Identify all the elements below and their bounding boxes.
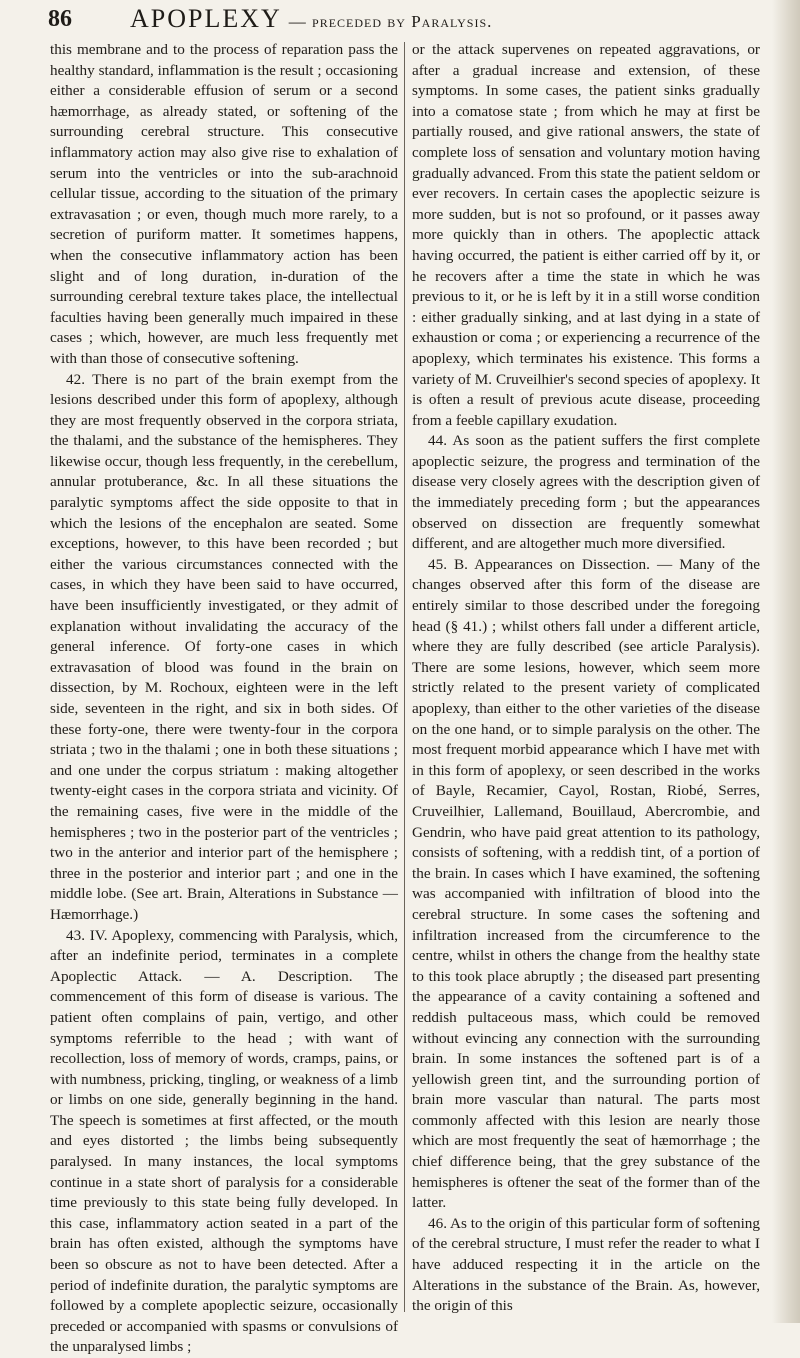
- running-head-title: APOPLEXY: [130, 4, 282, 33]
- paragraph-44: 44. As soon as the patient suffers the first complete apoplectic seizure, the progress and termination of the disease very closely agrees with the description given of the immediately preceding form ; but the appearances observed on dissection are frequently somewhat different, and are altogether much more diversified.: [412, 432, 760, 553]
- right-column: [412, 40, 760, 1315]
- paragraph-42: 42. There is no part of the brain exempt from the lesions described under this form of apoplexy, although they are most frequently observed in the corpora striata, the thalami, and the substance of the hemispheres. They likewise occur, though less frequently, in the cerebellum, annular protuberance, &c. In all these situations the paralytic symptoms affect the side opposite to that in which the lesions of the encephalon are seated. Some exceptions, however, to this have been recorded ; but either the various circumstances connected with the cases, in which they have been said to have occurred, have been insufficiently investigated, or they admit of explanation without invalidating the accuracy of the general inference. Of forty-one cases in which extravasation of blood was found in the brain on dissection, by M. Rochoux, eighteen were in the left side, seventeen in the right, and six in both sides. Of these forty-one, there were twenty-four in the corpora striata ; two in the thalami ; one in both these situations ; and one under the corpus striatum : making altogether twenty-eight cases in the corpora striata and vicinity. Of the remaining cases, five were in the middle of the hemispheres ; two in the posterior part of the ventricles ; two in the anterior and interior part of the hemisphere ; three in the posterior and interior part ; and one in the middle lobe. (See art. Brain, Alterations in Substance — Hæmorrhage.): [50, 370, 398, 923]
- paragraph-45: 45. B. Appearances on Dissection. — Many of the changes observed after this form of the disease are entirely similar to those described under the foregoing head (§ 41.) ; whilst others fall under a different article, where they are fully described (see article Paralysis). There are some lesions, however, which seem more strictly related to the present variety of complicated apoplexy, than either to the other varieties of the disease on the one hand, or to simple paralysis on the other. The most frequent morbid appearance which I have met with in this form of apoplexy, or seen described in the works of Bayle, Recamier, Cayol, Rostan, Riobé, Serres, Cruveilhier, Lallemand, Bouillaud, Abercrombie, and Gendrin, who have paid great attention to its pathology, consists of softening, with a reddish tint, of a portion of the brain. In cases which I have examined, the softening was accompanied with infiltration of blood into the cerebral structure. In some cases the softening and infiltration increased from the circumference to the centre, whilst in others the change from the healthy state to this took place abruptly ; the diseased part presenting the appearance of a cavity containing a softened and reddish pultaceous mass, which could be removed without evincing any connection with the surrounding brain. In some instances the softened part is of a yellowish green tint, and the surrounding portion of brain more vascular than natural. The parts most commonly affected with this lesion are nearly those which are most frequently the seat of hæmorrhage ; the chief difference being, that the grey substance of the hemispheres is oftener the seat of the former than of the latter.: [412, 555, 760, 1212]
- running-head: [130, 4, 770, 34]
- column-divider: [404, 42, 405, 1312]
- paragraph-43-continued: or the attack supervenes on repeated aggravations, or after a gradual increase and extension, of these symptoms. In some cases, the patient sinks gradually into a comatose state ; from which he may at first be partially roused, and give rational answers, the state of complete loss of sensation and voluntary motion having gradually advanced. From this state the patient seldom or ever recovers. In certain cases the apoplectic seizure is more sudden, but is not so profound, or it passes away more quickly than in others. The apoplectic attack having occurred, the patient is either carried off by it, or he recovers after a time the state in which he was previous to it, or he is left by it in a still worse condition : either gradually sinking, and at last dying in a state of exhaustion or coma ; or experiencing a recurrence of the apoplexy, which terminates his existence. This forms a variety of M. Cruveilhier's second species of apoplexy. It is often a result of previous acute disease, proceeding from a feeble capillary exudation.: [412, 41, 760, 429]
- running-head-subtitle: — preceded by Paralysis.: [288, 12, 493, 31]
- left-column: [50, 40, 398, 1356]
- page-edge-shadow: [772, 0, 800, 1323]
- paragraph-43: 43. IV. Apoplexy, commencing with Paralysis, which, after an indefinite period, terminates in a complete Apoplectic Attack. — A. Description. The commencement of this form of disease is various. The patient often complains of pain, vertigo, and other symptoms referrible to the head ; with want of recollection, loss of memory of words, cramps, pains, or with numbness, pricking, tingling, or weakness of a limb or limbs on one side, generally beginning in the hand. The speech is sometimes at first affected, or the mouth and eyes distorted ; the limbs being subsequently paralysed. In many instances, the local symptoms continue in a state short of paralysis for a considerable time previously to this state being fully developed. In this case, inflammatory action seated in a part of the brain has often existed, although the symptoms have been so obscure as not to have been detected. After a period of indefinite duration, the paralytic symptoms are followed by a complete apoplectic seizure, occasionally preceded or accompanied with spasms or convulsions of the unparalysed limbs ;: [50, 926, 398, 1356]
- paragraph-continuation: this membrane and to the process of reparation pass the healthy standard, inflammation is the result ; occasioning either a considerable effusion of serum or a second hæmorrhage, as already stated, or softening of the surrounding cerebral structure. This consecutive inflammatory action may also give rise to exhalation of serum into the ventricles or into the sub-arachnoid cellular tissue, according to the situation of the primary extravasation ; or even, though much more rarely, to a secretion of puriform matter. It sometimes happens, when the consecutive inflammatory action has been slight and of long duration, in-duration of the surrounding cerebral texture takes place, the intellectual faculties having been generally much impaired in these cases ; which, however, are much less frequently met with than those of consecutive softening.: [50, 41, 398, 367]
- paragraph-46: 46. As to the origin of this particular form of softening of the cerebral structure, I must refer the reader to what I have adduced respecting it in the article on the Alterations in the substance of the Brain. As, however, the origin of this: [412, 1214, 760, 1315]
- page-number: 86: [48, 6, 72, 32]
